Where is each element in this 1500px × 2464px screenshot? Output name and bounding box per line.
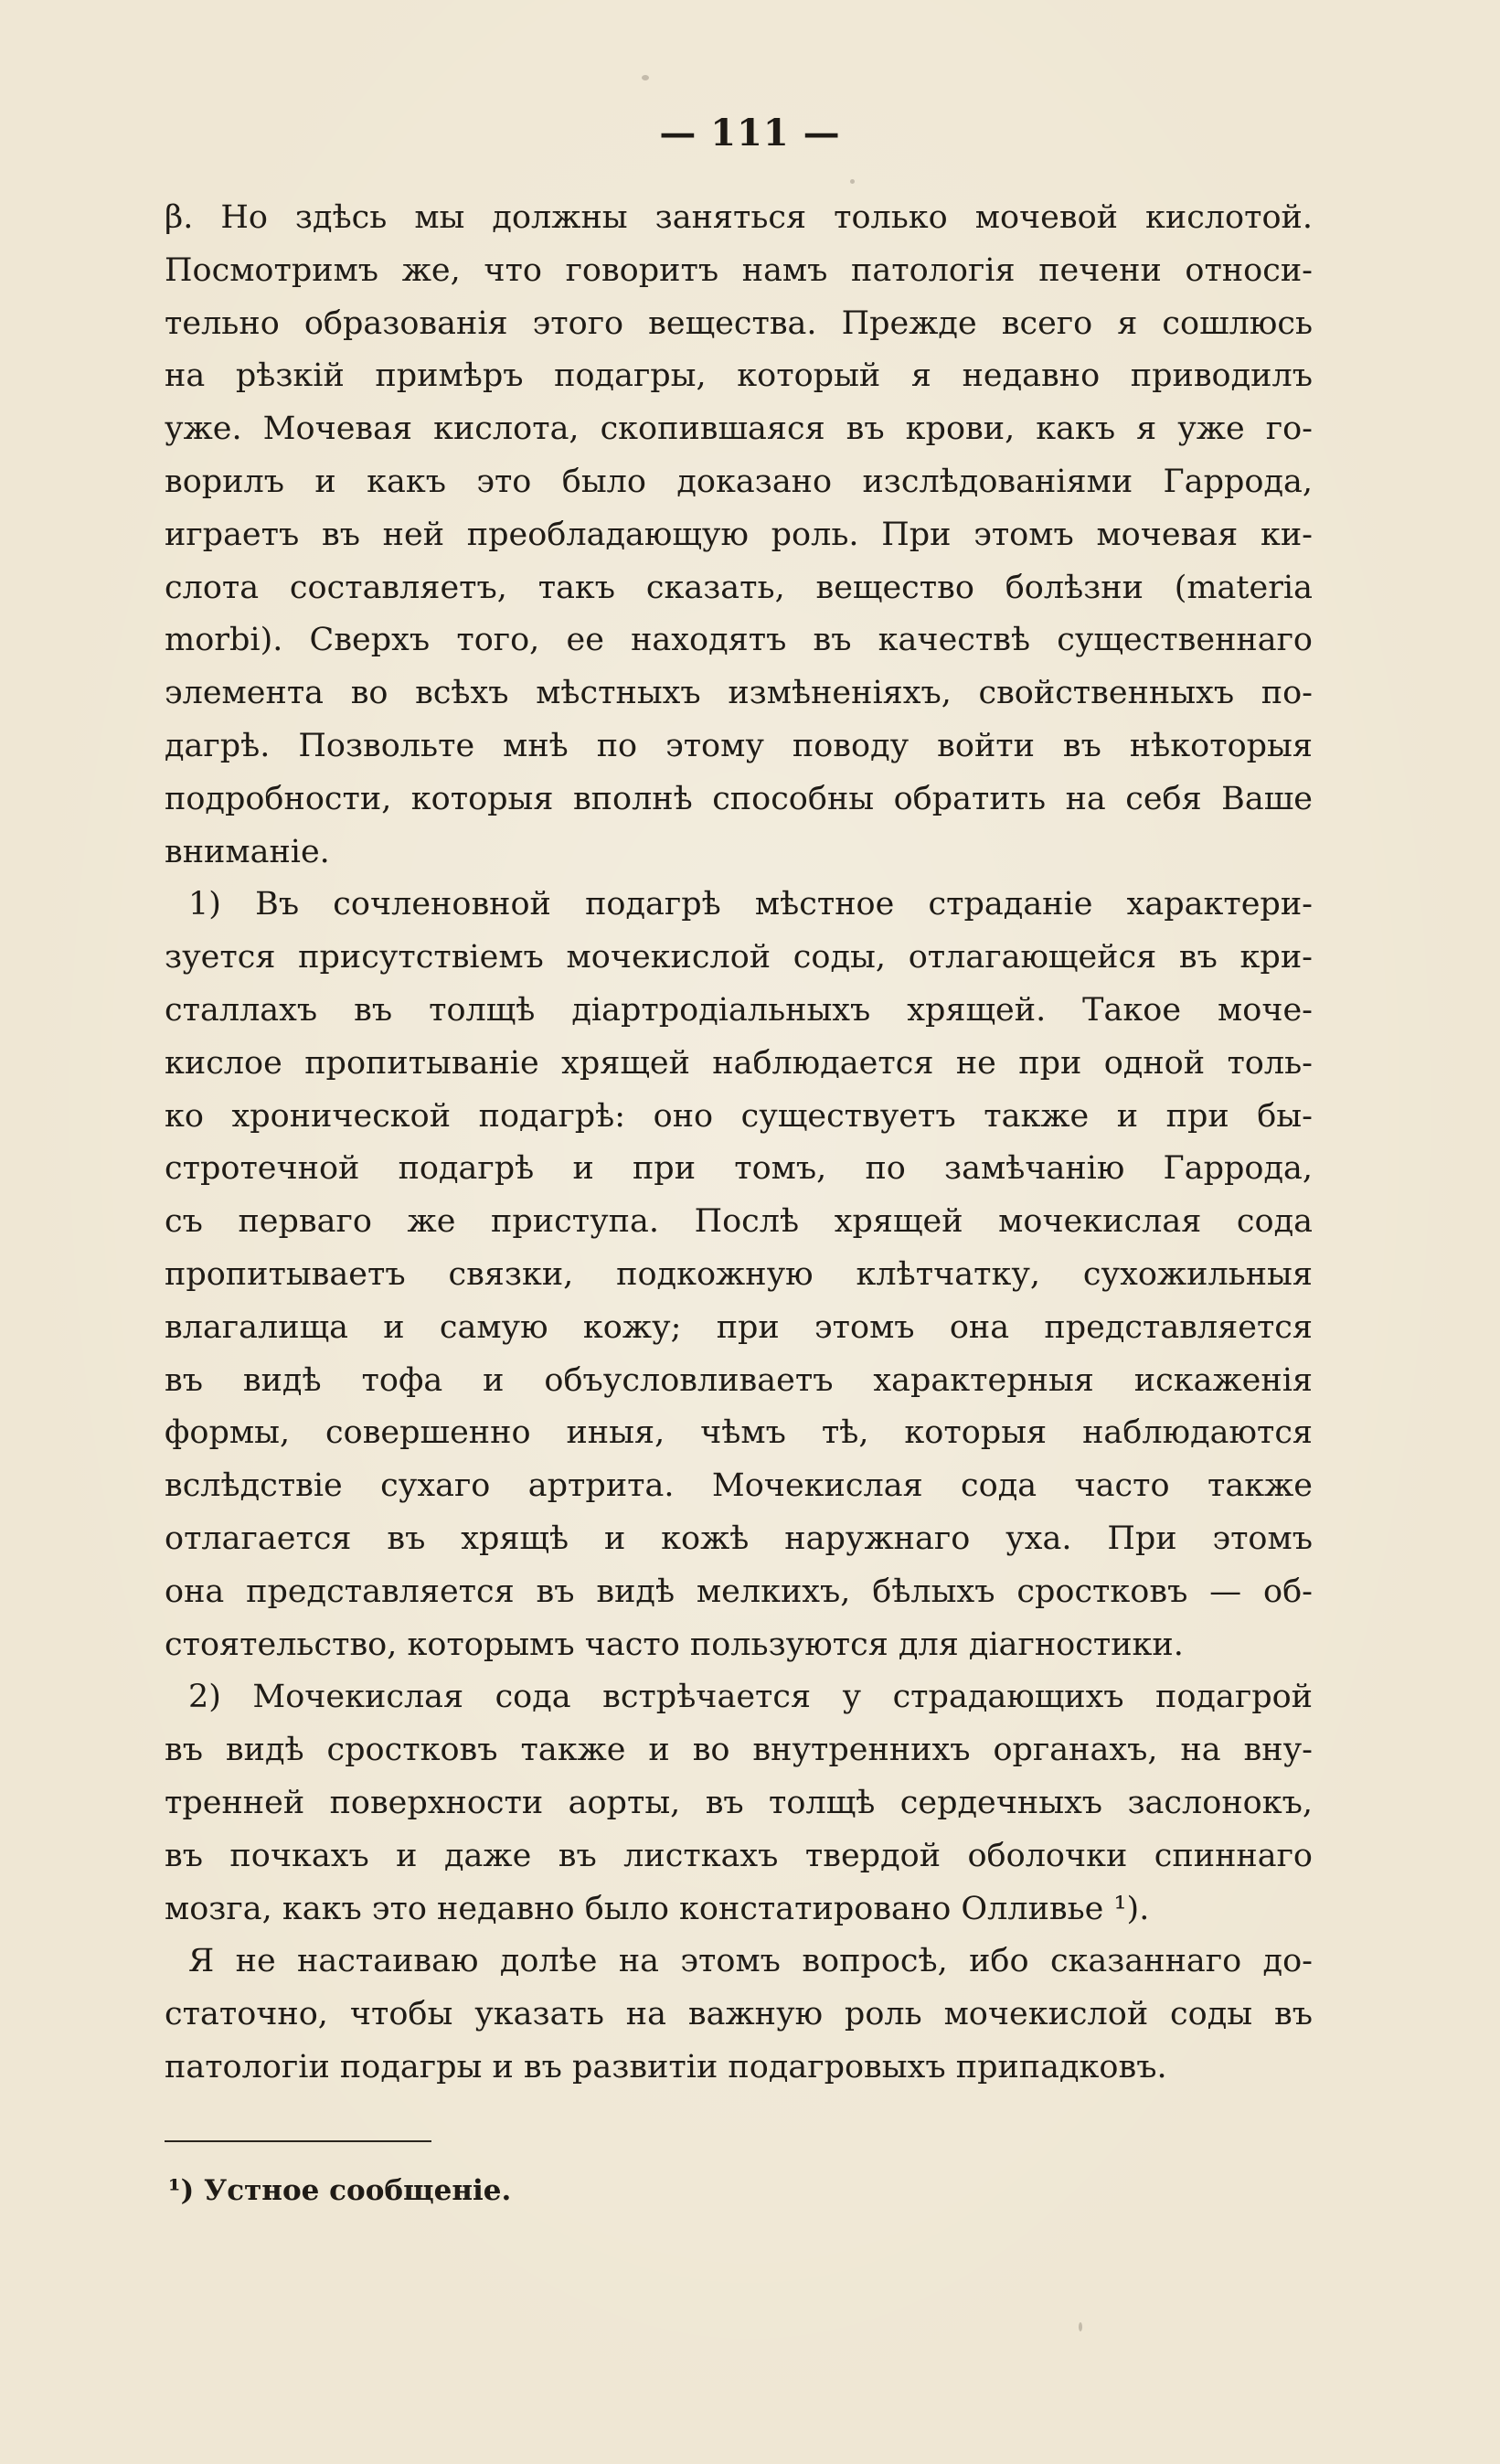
text-line: 1) Въ сочленовной подагрѣ мѣстное страданіе характери- [188, 886, 1313, 923]
text-line: элемента во всѣхъ мѣстныхъ измѣненіяхъ, свойственныхъ по- [165, 675, 1313, 712]
main-text [165, 192, 1313, 2095]
footnote: ¹) Устное сообщеніе. [168, 2174, 512, 2207]
text-line: съ перваго же приступа. Послѣ хрящей мочекислая сода [165, 1203, 1313, 1241]
text-line: вслѣдствіе сухаго артрита. Мочекислая сода часто также [165, 1467, 1313, 1505]
text-line: она представляется въ видѣ мелкихъ, бѣлыхъ сростковъ — об- [165, 1573, 1313, 1610]
text-line: вниманіе. [165, 833, 330, 870]
text-line: пропитываетъ связки, подкожную клѣтчатку, сухожильныя [165, 1255, 1313, 1293]
text-line: на рѣзкій примѣръ подагры, который я недавно приводилъ [165, 357, 1313, 395]
text-line: β. Но здѣсь мы должны заняться только мочевой кислотой. [165, 199, 1313, 236]
text-line: формы, совершенно иныя, чѣмъ тѣ, которыя наблюдаются [165, 1414, 1313, 1452]
text-line: стоятельство, которымъ часто пользуются для діагностики. [165, 1626, 1184, 1663]
text-line: въ видѣ сростковъ также и во внутреннихъ органахъ, на вну- [165, 1732, 1313, 1769]
text-line: стротечной подагрѣ и при томъ, по замѣчанію Гаррода, [165, 1150, 1313, 1188]
text-line: въ видѣ тофа и объусловливаетъ характерныя искаженія [165, 1361, 1313, 1399]
text-line: мозга, какъ это недавно было констатировано Олливье ¹). [165, 1890, 1150, 1927]
text-line: патологіи подагры и въ развитіи подагровыхъ припадковъ. [165, 2048, 1167, 2085]
paper-speck [850, 179, 855, 184]
text-line: уже. Мочевая кислота, скопившаяся въ крови, какъ я уже го- [165, 411, 1313, 448]
text-line: 2) Мочекислая сода встрѣчается у страдающихъ подагрой [188, 1679, 1313, 1716]
text-line: въ почкахъ и даже въ листкахъ твердой оболочки спиннаго [165, 1837, 1313, 1874]
paper-speck [642, 75, 649, 80]
text-line: ко хронической подагрѣ: оно существуетъ также и при бы- [165, 1097, 1313, 1135]
text-line: ворилъ и какъ это было доказано изслѣдованіями Гаррода, [165, 463, 1313, 500]
text-line: Я не настаиваю долѣе на этомъ вопросѣ, ибо сказаннаго до- [188, 1943, 1313, 1980]
text-line: влагалища и самую кожу; при этомъ она представляется [165, 1308, 1313, 1346]
text-line: тельно образованія этого вещества. Прежде всего я сошлюсь [165, 304, 1313, 342]
footnote-divider [165, 2140, 431, 2142]
text-line: дагрѣ. Позвольте мнѣ по этому поводу войти въ нѣкоторыя [165, 727, 1313, 764]
text-line: morbi). Сверхъ того, ее находятъ въ качествѣ существеннаго [165, 622, 1313, 659]
text-line: статочно, чтобы указать на важную роль мочекислой соды въ [165, 1996, 1313, 2033]
page-number: — 111 — [659, 112, 841, 155]
text-line: подробности, которыя вполнѣ способны обратить на себя Ваше [165, 780, 1313, 817]
text-line: кислое пропитываніе хрящей наблюдается не при одной толь- [165, 1044, 1313, 1082]
text-line: тренней поверхности аорты, въ толщѣ сердечныхъ заслонокъ, [165, 1784, 1313, 1821]
paper-speck [1079, 2322, 1082, 2331]
text-line: слота составляетъ, такъ сказать, вещество болѣзни (materia [165, 569, 1313, 606]
text-line: играетъ въ ней преобладающую роль. При этомъ мочевая ки- [165, 516, 1313, 553]
text-line: Посмотримъ же, что говоритъ намъ патологія печени относи- [165, 251, 1313, 289]
text-line: зуется присутствіемъ мочекислой соды, отлагающейся въ кри- [165, 939, 1313, 976]
text-line: отлагается въ хрящѣ и кожѣ наружнаго уха. При этомъ [165, 1520, 1313, 1557]
text-line: сталлахъ въ толщѣ діартродіальныхъ хрящей. Такое моче- [165, 991, 1313, 1029]
